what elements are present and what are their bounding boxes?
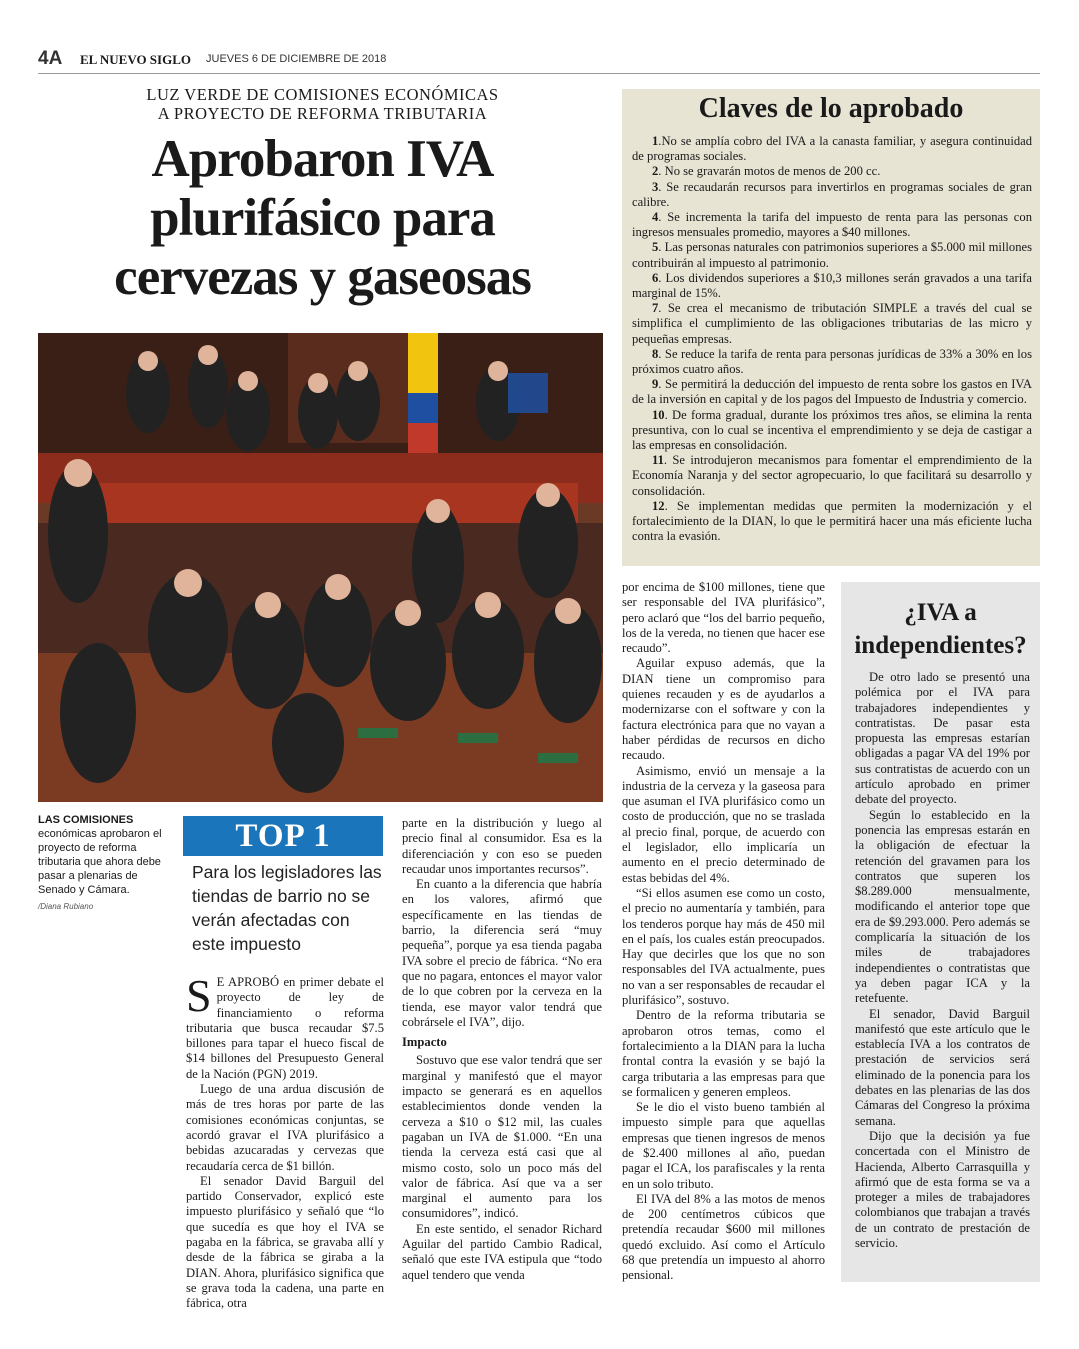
iva-title-line: ¿IVA a [904,599,977,626]
iva-independientes-sidebar [841,582,1040,1282]
item-text: . De forma gradual, durante los próximos tres años, se elimina la renta presuntiva, con lo cual se incentiva el emprendimiento y se deja de castigar a las empresas en consolidación. [632,407,1032,453]
item-number: 8 [652,346,659,361]
iva-body [855,670,1030,1251]
claves-title: Claves de lo aprobado [698,93,964,124]
body-paragraph: Dentro de la reforma tributaria se aprobaron otros temas, como el fortalecimiento a la DIAN para la lucha frontal contra la evasión y se bajó la carga tributaria a las empresas para que se formalicen y generen empleos. [622,1008,825,1099]
claves-item [632,347,1032,377]
body-paragraph: El IVA del 8% a las motos de menos de 200 centímetros cúbicos que pretendía recaudar $600 mil millones quedó excluido. Así como el Artículo 68 que pretendía un impuesto al ahorro pensional. [622,1191,825,1283]
kicker-line: A PROYECTO DE REFORMA TRIBUTARIA [157,104,488,123]
item-number: 11 [652,453,664,468]
body-paragraph: En este sentido, el senador Richard Aguilar del partido Cambio Radical, señaló que este IVA estipula que “todo aquel tendero que venda [402,1221,602,1282]
page-number: 4A [38,48,63,69]
congress-photo [38,333,603,802]
item-text: . Se incrementa la tarifa del impuesto de renta para las personas con ingresos mensuales promedio, mayores a $40 millones. [632,210,1032,240]
body-paragraph: Asimismo, envió un mensaje a la industria de la cerveza y la gaseosa para que asuman el IVA plurifásico como un costo de producción, que no se traslada al precio final, porque, de acuerdo con el legislador, ello implicaría un aumento en el precio determinado de estas bebidas del 4%. [622,763,825,885]
body-paragraph: Luego de una ardua discusión de más de tres horas por parte de las comisiones económicas conjuntas, se acordó gravar el IVA plurifásico a bebidas azucaradas y cervezas que recaudaría cerca de $1 billón. [186,1082,384,1173]
headline-line: cervezas y gaseosas [114,248,531,306]
caption-head: LAS COMISIONES [38,814,134,826]
claves-item [632,271,1032,301]
page-header [38,48,1040,74]
item-text: . Se implementan medidas que permiten la modernización y el fortalecimiento de la DIAN, lo que le permitirá hacer una más eficiente lucha contra la evasión. [632,498,1032,544]
claves-item [632,301,1032,347]
body-paragraph: El senador, David Barguil manifestó que este artículo que le establecía IVA a los contratos de prestación de servicios será eliminado de la ponencia para los debates en las plenarias de las dos Cámaras del Congreso la próxima semana. [855,1006,1030,1128]
claves-item [632,377,1032,407]
item-number: 7 [652,301,659,316]
article-kicker [40,85,605,123]
item-text: . Se reduce la tarifa de renta para personas jurídicas de 33% a 30% en los próximos cuatro años. [632,346,1032,377]
item-number: 6 [652,270,659,285]
headline-line: Aprobaron IVA [151,130,494,188]
claves-item [632,134,1032,164]
body-paragraph: Sostuvo que ese valor tendrá que ser marginal y manifestó que el mayor impacto se generará es en aquellos establecimientos donde venden la cerveza a $10 o $12 mil, las cuales pagaban un IVA de $1.000. “En una tienda la cerveza está casi que al mismo costo, solo un poco más del valor de fábrica. Así que va a ser marginal el aumento para los consumidores”, indicó. [402,1053,602,1221]
item-text: . No se gravarán motos de menos de 200 cc. [658,164,881,179]
top-badge: TOP 1 [183,816,383,856]
item-number: 2 [652,164,659,179]
body-paragraph: parte en la distribución y luego al precio final al consumidor. Esa es la diferenciación y con eso se pueden recaudar unos importantes recursos”. [402,816,602,876]
claves-item [632,210,1032,240]
item-text: . Se recaudarán recursos para invertirlos en programas sociales de gran calibre. [632,179,1032,209]
body-paragraph: Dijo que la decisión ya fue concertada con el Ministro de Hacienda, Alberto Carrasquilla y afirmó que de esta forma se va a proteger a miles de trabajadores colombianos que trabajan a través de un contrato de prestación de servicio. [855,1128,1030,1250]
iva-title [841,596,1040,662]
item-text: .No se amplía cobro del IVA a la canasta familiar, y asegura continuidad de programas sociales. [632,134,1032,164]
article-column-1 [186,970,384,1312]
body-paragraph: Se le dio el visto bueno también al impuesto simple para que aquellas empresas que tienen ingresos de menos de $2.400 millones al año, puedan pagar el ICA, los parafiscales y la renta en un solo tributo. [622,1100,825,1191]
item-number: 10 [652,407,665,422]
item-text: . Se introdujeron mecanismos para fomentar el emprendimiento de la Economía Naranja y del sector agropecuario, lo que facilitará su desarrollo y consolidación. [632,453,1032,498]
photo-credit: /Diana Rubiano [38,902,94,911]
item-text: . Se crea el mecanismo de tributación SIMPLE a través del cual se simplifica el cumplimiento de las obligaciones tributarias de las micro y pequeñas empresas. [632,301,1032,346]
subheading: Impacto [402,1035,447,1050]
article-column-3 [622,580,825,1284]
headline-line: plurifásico para [150,189,495,247]
top-summary: Para los legisladores las tiendas de barrio no se verán afectadas con este impuesto [192,862,382,954]
drop-cap: S [186,970,212,1021]
article-headline [40,130,605,307]
body-paragraph: El senador David Barguil del partido Conservador, explicó este impuesto plurifásico y señaló que “lo que sucedía es que hoy el IVA se pagaba en la fábrica, se gravaba allí y desde de la fábrica se giraba a la DIAN. Ahora, plurifásico significa que se grava toda la cadena, una parte en fábrica, otra [186,1173,384,1311]
item-number: 1 [652,134,659,148]
article-column-2 [402,816,602,1283]
claves-item [632,453,1032,499]
lead-paragraph [186,970,384,1082]
item-number: 5 [652,240,659,255]
claves-item [632,408,1032,454]
body-paragraph: por encima de $100 millones, tiene que ser responsable del IVA plurifásico”, pero aclaró que “los del barrio pequeño, los de la vereda, no tienen que hacer ese recaudo”. [622,580,825,656]
newspaper-name: EL NUEVO SIGLO [80,52,191,67]
claves-item [632,180,1032,210]
kicker-line: LUZ VERDE DE COMISIONES ECONÓMICAS [146,85,499,104]
claves-list [632,134,1032,544]
claves-sidebar [622,89,1040,566]
claves-item [632,240,1032,270]
iva-title-line: independientes? [854,632,1027,659]
body-paragraph: Aguilar expuso además, que la DIAN tiene un compromiso para quienes recauden y es de ayudarlos a modernizarse con el software y con la factura electrónica para que no vayan a haber pérdidas de recursos en dicho recaudo. [622,656,825,763]
item-text: . Se permitirá la deducción del impuesto de renta sobre los gastos en IVA de la inversión en capital y de los pagos del Impuesto de Industria y comercio. [632,377,1032,407]
body-paragraph: Según lo establecido en la ponencia las empresas estarán en la obligación de efectuar la retención del gravamen para los contratos que superen los $8.289.000 mensualmente, modificando el anterior tope que era de $9.293.000. Pero además se complicaría la situación de los miles de trabajadores independientes o contratistas que ya deben pagar ICA y la retefuente. [855,807,1030,1006]
body-paragraph: De otro lado se presentó una polémica por el IVA para trabajadores independientes y contratistas. De pasar esta propuesta las empresas estarían obligadas a pagar VA del 19% por sus contratistas de acuerdo con un artículo aprobado en primer debate del proyecto. [855,670,1030,807]
body-paragraph: “Si ellos asumen ese como un costo, el precio no aumentaría y también, para los tenderos porque hay más de 450 mil en el país, los cuales están preocupados. Hay que decirles que los que no son responsables del IVA actualmente, pues no van a ser responsables de recaudar el plurifásico”, sostuvo. [622,885,825,1008]
claves-item [632,499,1032,545]
item-number: 3 [652,179,659,194]
photo-caption [38,813,173,914]
item-text: . Los dividendos superiores a $10,3 millones serán gravados a una tarifa marginal de 15%. [632,270,1032,301]
item-text: . Las personas naturales con patrimonios superiores a $5.000 mil millones contribuirán al impuesto al patrimonio. [632,240,1032,270]
caption-body: económicas aprobaron el proyecto de reforma tributaria que ahora debe pasar a plenarias de Senado y Cámara. [38,828,162,896]
body-paragraph: En cuanto a la diferencia que habría en los valores, afirmó que específicamente en las tiendas de barrio, la diferencia será “muy pequeña”, porque ya esa tienda pagaba IVA sobre el precio de fábrica. “No era que no pagara, entonces el mayor valor de lo que cobren por la cerveza en la tienda, ese mayor valor tendrá que cobrársele el IVA”, dijo. [402,877,602,1029]
item-number: 9 [652,377,659,392]
item-number: 12 [652,498,665,513]
claves-item [632,164,1032,179]
lead-text: E APROBÓ en primer debate el proyecto de ley de financiamiento o reforma tributaria que busca recaudar $7.5 billones para tapar el hueco fiscal de $14 billones del Presupuesto General de la Nación (PGN) 2019. [186,975,384,1081]
publication-date: JUEVES 6 DE DICIEMBRE DE 2018 [206,53,387,65]
item-number: 4 [652,210,659,225]
